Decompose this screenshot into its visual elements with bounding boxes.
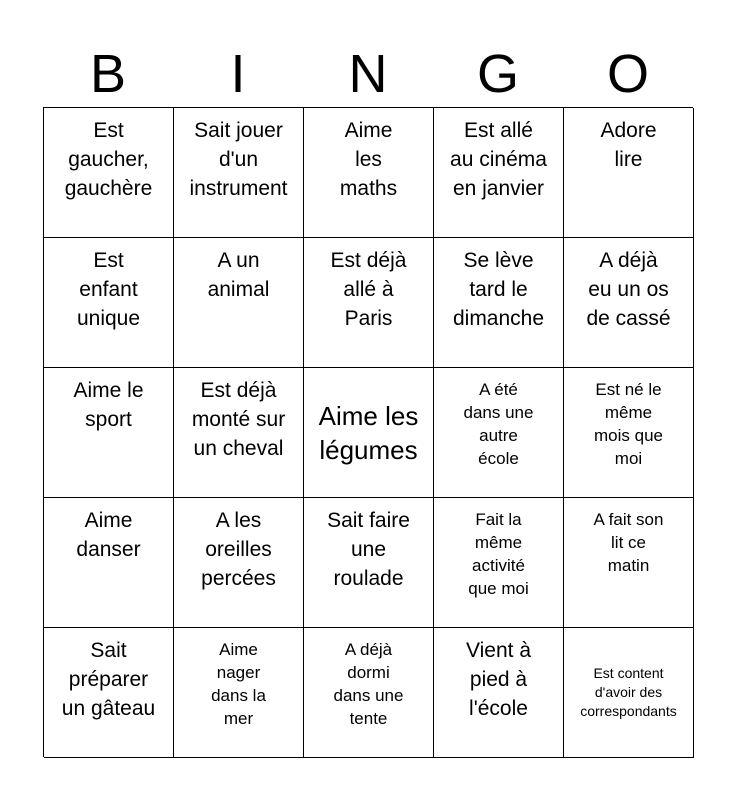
bingo-cell-text: Adore lire xyxy=(600,119,657,171)
header-letter-n: N xyxy=(348,44,388,104)
bingo-cell[interactable] xyxy=(304,628,434,758)
bingo-cell-text: A un animal xyxy=(207,249,270,301)
bingo-cell-text: Aime les maths xyxy=(339,119,398,200)
bingo-cell[interactable] xyxy=(304,108,434,238)
bingo-cell-text: Est déjà monté sur un cheval xyxy=(191,379,286,460)
bingo-cell-text: Est enfant unique xyxy=(76,249,141,330)
header-letter-o: O xyxy=(606,44,649,104)
bingo-cell-text: Est né le même mois que moi xyxy=(594,380,663,468)
bingo-cell[interactable] xyxy=(434,498,564,628)
bingo-cell[interactable] xyxy=(304,498,434,628)
bingo-cell[interactable] xyxy=(174,628,304,758)
bingo-cell[interactable] xyxy=(434,628,564,758)
bingo-cell[interactable] xyxy=(304,238,434,368)
bingo-cell-text: Est gaucher, gauchère xyxy=(64,119,153,200)
bingo-cell-text: A déjà dormi dans une tente xyxy=(333,640,404,728)
bingo-cell[interactable] xyxy=(44,238,174,368)
bingo-board xyxy=(43,107,693,757)
bingo-cell-text: Se lève tard le dimanche xyxy=(452,249,545,330)
header-letter-i: I xyxy=(230,44,246,104)
bingo-cell-text: Aime danser xyxy=(76,509,141,561)
bingo-cell-text: Aime le sport xyxy=(73,379,144,431)
bingo-cell-text: A déjà eu un os de cassé xyxy=(586,249,671,330)
bingo-cell[interactable] xyxy=(564,628,694,758)
bingo-cell-text: Vient à pied à l'école xyxy=(466,639,531,720)
bingo-cell[interactable] xyxy=(564,498,694,628)
bingo-cell[interactable] xyxy=(44,108,174,238)
bingo-cell[interactable] xyxy=(564,368,694,498)
bingo-cell-text: Est allé au cinéma en janvier xyxy=(450,119,547,200)
bingo-cell[interactable] xyxy=(564,238,694,368)
bingo-cell-text: Aime les légumes xyxy=(318,400,419,465)
bingo-cell[interactable] xyxy=(434,238,564,368)
bingo-cell-text: Aime nager dans la mer xyxy=(211,640,266,728)
bingo-cell-text: Sait préparer un gâteau xyxy=(61,639,156,720)
bingo-cell[interactable] xyxy=(434,108,564,238)
bingo-cell[interactable] xyxy=(174,498,304,628)
bingo-cell-text: Est content d'avoir des correspondants xyxy=(580,665,677,719)
bingo-cell[interactable] xyxy=(174,238,304,368)
bingo-cell-text: Sait faire une roulade xyxy=(327,509,410,590)
bingo-cell[interactable] xyxy=(44,498,174,628)
bingo-cell-text: A les oreilles percées xyxy=(201,509,276,590)
bingo-cell[interactable] xyxy=(434,368,564,498)
bingo-cell[interactable] xyxy=(44,628,174,758)
bingo-cell[interactable] xyxy=(174,368,304,498)
bingo-cell[interactable] xyxy=(44,368,174,498)
bingo-cell[interactable] xyxy=(304,368,434,498)
bingo-cell-text: Fait la même activité que moi xyxy=(468,510,529,598)
bingo-cell-text: A fait son lit ce matin xyxy=(593,510,664,575)
bingo-cell-text: Sait jouer d'un instrument xyxy=(189,119,288,200)
bingo-cell[interactable] xyxy=(564,108,694,238)
header-letter-b: B xyxy=(89,44,127,104)
header-letter-g: G xyxy=(476,44,519,104)
bingo-header xyxy=(43,40,693,108)
bingo-cell-text: Est déjà allé à Paris xyxy=(330,249,407,330)
bingo-cell[interactable] xyxy=(174,108,304,238)
bingo-cell-text: A été dans une autre école xyxy=(463,380,534,468)
